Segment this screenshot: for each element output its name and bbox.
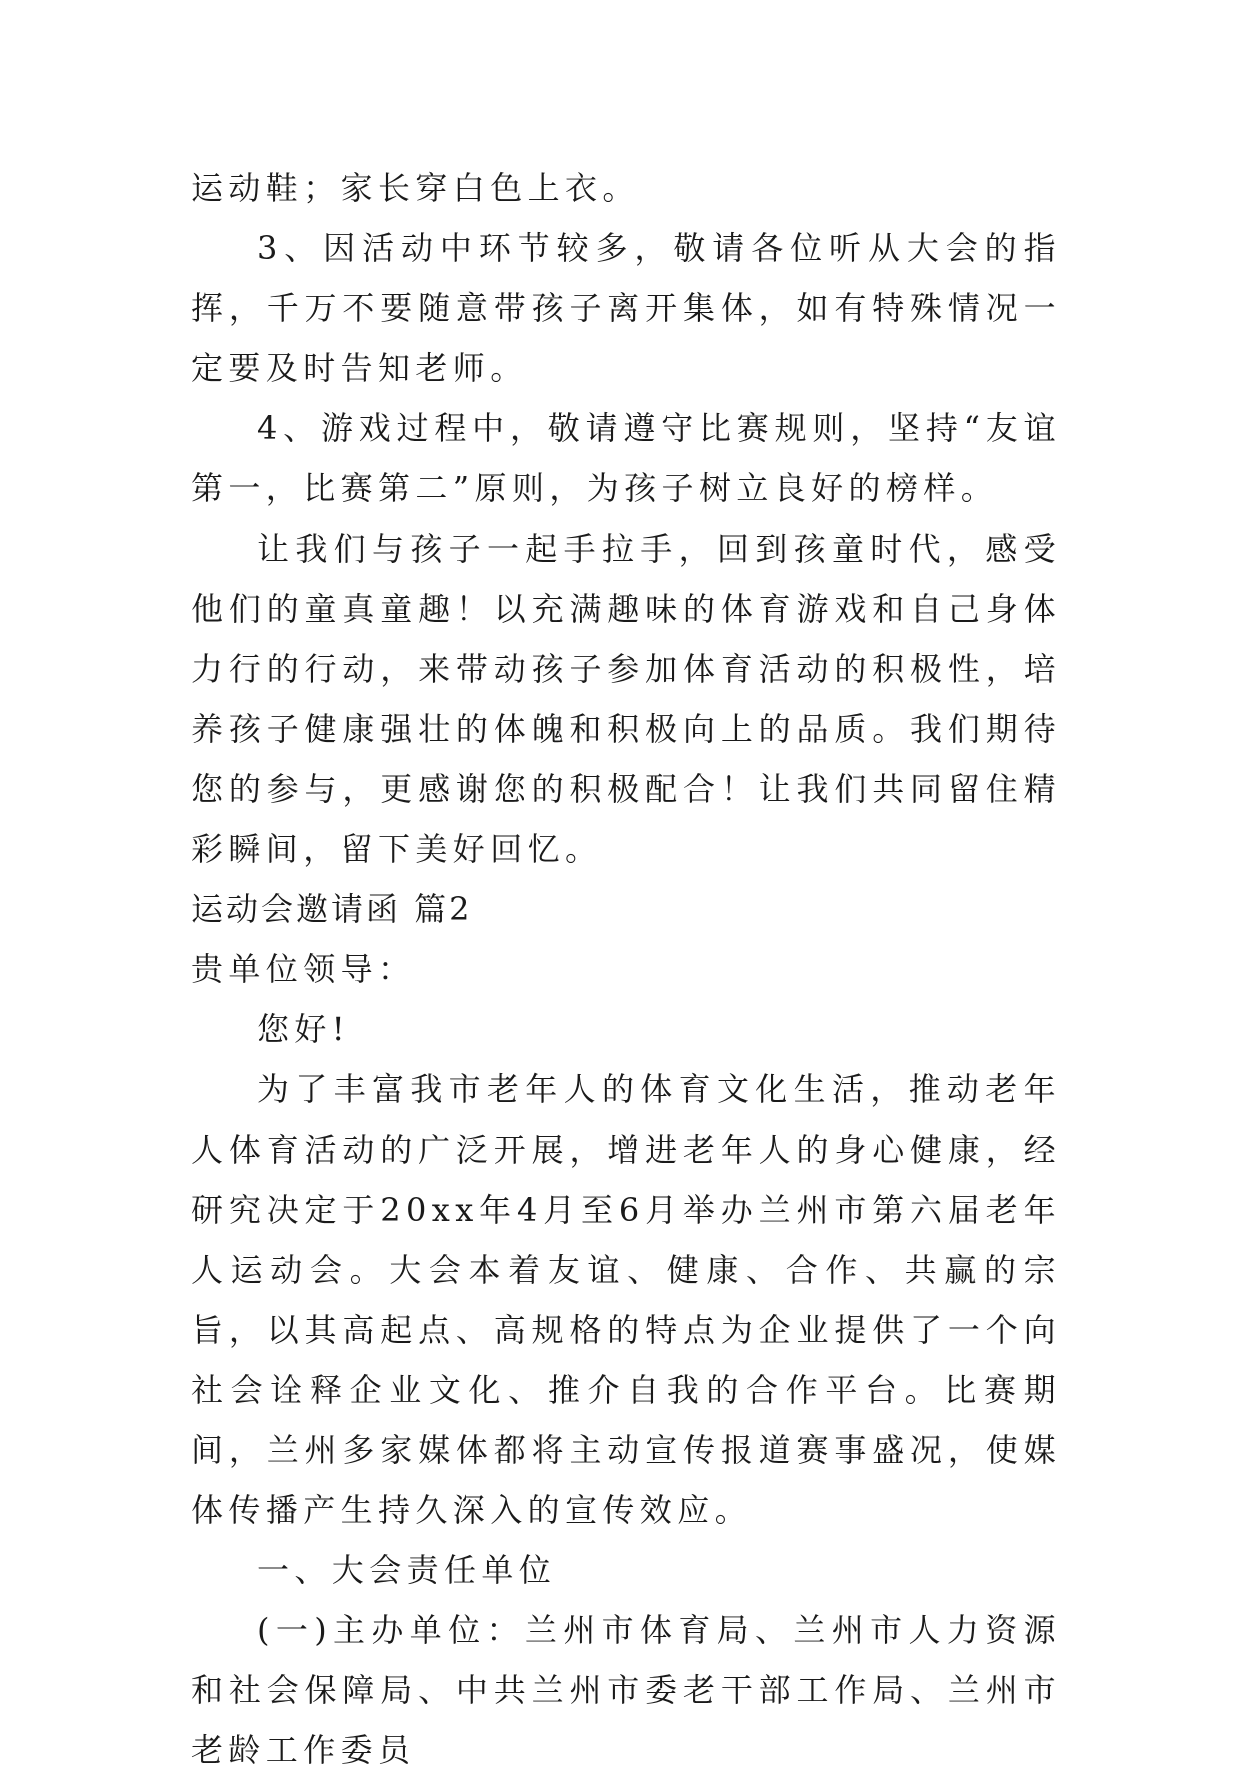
paragraph-event-intro: 为了丰富我市老年人的体育文化生活，推动老年人体育活动的广泛开展，增进老年人的身心健康，经研究决定于20xx年4月至6月举办兰州市第六届老年人运动会。大会本着友谊、健康、合作、共赢的宗旨，以其高起点、高规格的特点为企业提供了一个向社会诠释企业文化、推介自我的合作平台。比赛期间，兰州多家媒体都将主动宣传报道赛事盛况，使媒体传播产生持久深入的宣传效应。: [191, 1070, 1061, 1530]
paragraph-item-4: 4、游戏过程中，敬请遵守比赛规则，坚持“友谊第一，比赛第二”原则，为孩子树立良好的榜样。: [191, 409, 1061, 508]
document-body: [191, 158, 1061, 1781]
paragraph-item-3: 3、因活动中环节较多，敬请各位听从大会的指挥，千万不要随意带孩子离开集体，如有特殊情况一定要及时告知老师。: [191, 229, 1061, 388]
paragraph-organizers: (一)主办单位：兰州市体育局、兰州市人力资源和社会保障局、中共兰州市委老干部工作局、兰州市老龄工作委员: [191, 1611, 1061, 1770]
greeting: 您好!: [257, 1010, 351, 1049]
paragraph-closing-invitation: 让我们与孩子一起手拉手，回到孩童时代，感受他们的童真童趣！以充满趣味的体育游戏和自己身体力行的行动，来带动孩子参加体育活动的积极性，培养孩子健康强壮的体魄和积极向上的品质。我们期待您的参与，更感谢您的积极配合！让我们共同留住精彩瞬间，留下美好回忆。: [191, 529, 1061, 869]
salutation: 贵单位领导：: [191, 950, 416, 989]
section-title-article-2: 运动会邀请函 篇2: [191, 890, 473, 929]
section-heading-responsible-units: 一、大会责任单位: [257, 1551, 557, 1590]
paragraph-shoes-dress-code: 运动鞋；家长穿白色上衣。: [191, 169, 640, 207]
